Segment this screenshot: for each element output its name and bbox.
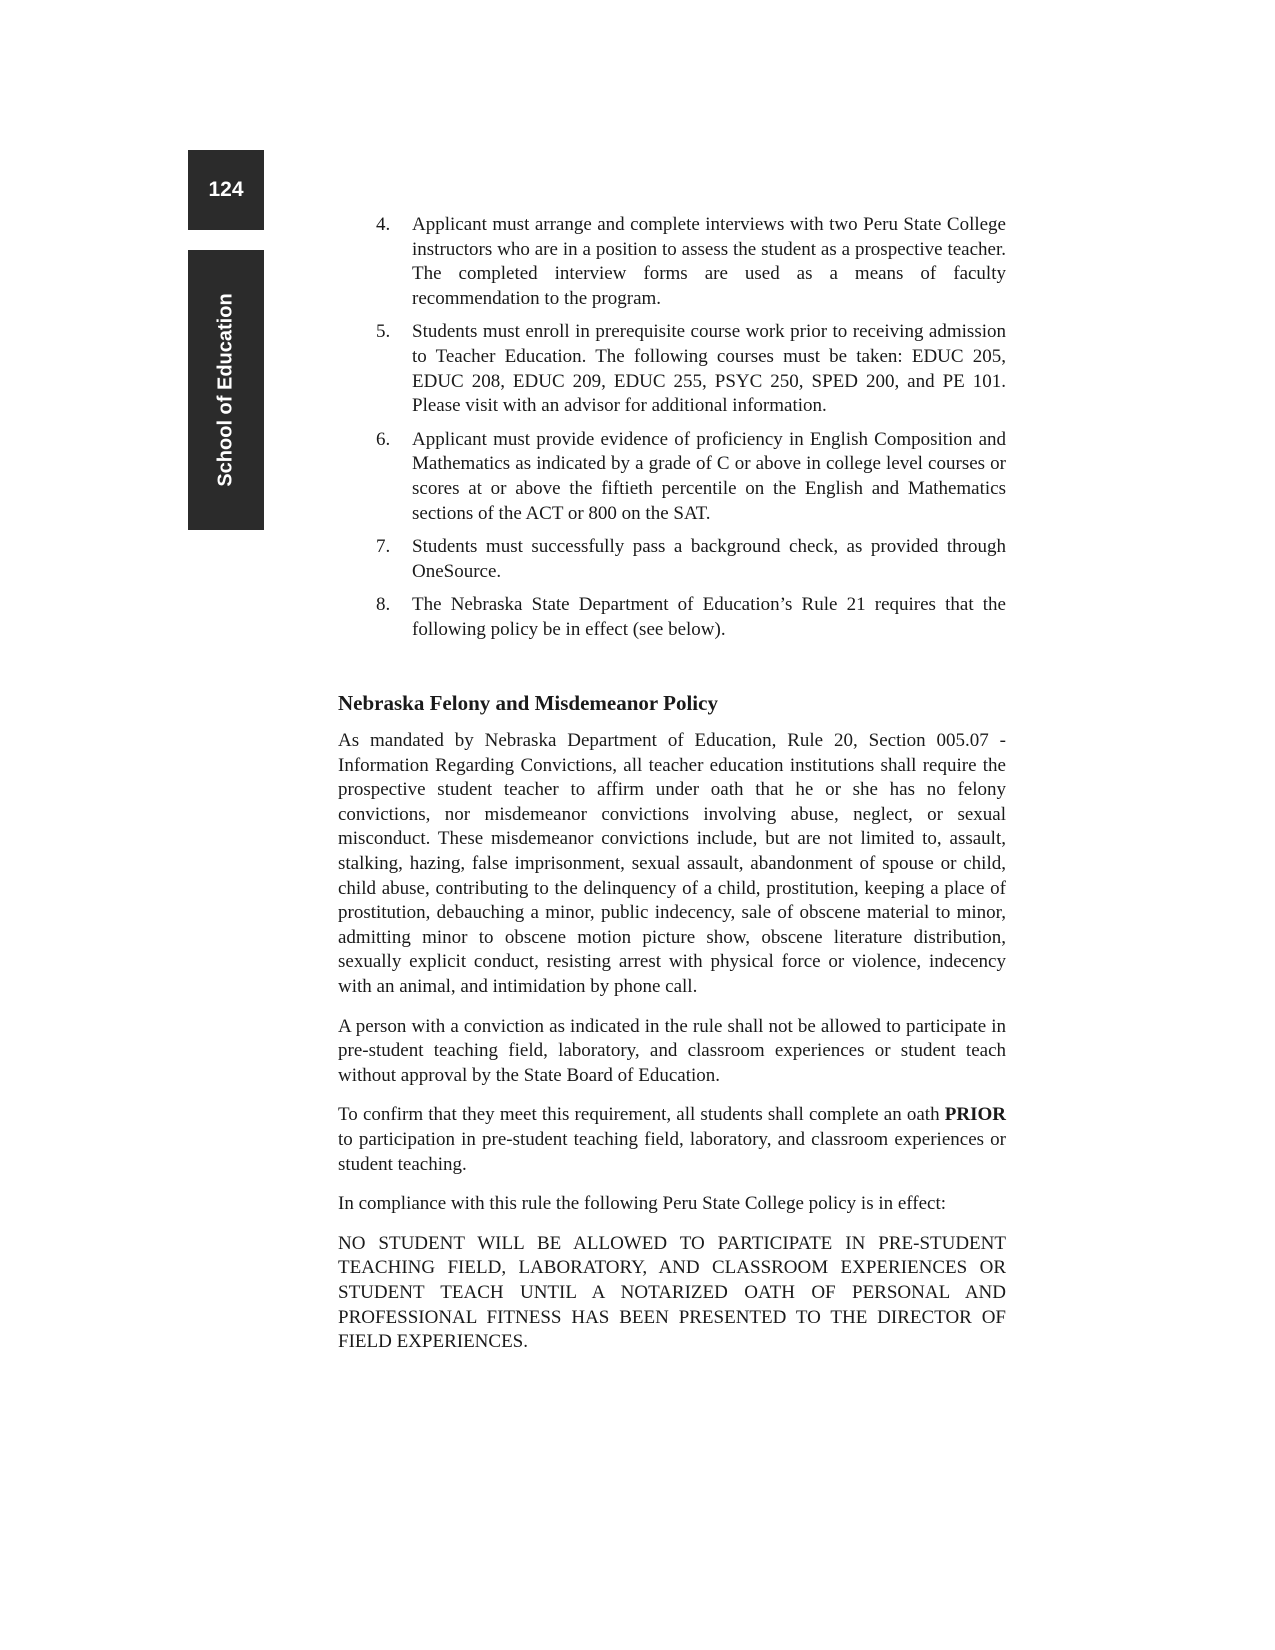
section-tab — [188, 250, 264, 530]
item-text: The Nebraska State Department of Education’s Rule 21 requires that the following policy be in effect (see below). — [412, 594, 1006, 640]
policy-paragraph-oath — [338, 1103, 1006, 1177]
policy-paragraph-conviction: A person with a conviction as indicated in the rule shall not be allowed to participate in pre-student teaching field, laboratory, and classroom experiences or student teach without approval by the State Board of Education. — [338, 1015, 1006, 1086]
list-item — [376, 428, 1006, 526]
oath-text-before: To confirm that they meet this requirement, all students shall complete an oath — [338, 1104, 945, 1126]
policy-paragraph-compliance: In compliance with this rule the following Peru State College policy is in effect: — [338, 1193, 947, 1215]
page-number: 124 — [208, 178, 244, 201]
section-name: School of Education — [214, 293, 237, 487]
list-item — [376, 593, 1006, 642]
item-text: Applicant must provide evidence of proficiency in English Composition and Mathematics as indicated by a grade of C or above in college level courses or scores at or above the fiftieth percentile on the English and Mathematics sections of the ACT or 800 on the SAT. — [412, 428, 1006, 524]
requirements-list — [338, 213, 1006, 643]
oath-prior-emphasis: PRIOR — [944, 1104, 1006, 1126]
item-number: 8. — [376, 594, 391, 616]
item-number: 4. — [376, 214, 391, 235]
item-number: 5. — [376, 321, 391, 343]
page-number-tab — [188, 150, 264, 230]
policy-paragraph-notice: NO STUDENT WILL BE ALLOWED TO PARTICIPATE IN PRE-STUDENT TEACHING FIELD, LABORATORY, AND CLASSROOM EXPERIENCES OR STUDENT TEACH UNTIL A NOTARIZED OATH OF PERSONAL AND PROFESSIONAL FITNESS HAS BEEN PRESENTED TO THE DIRECTOR OF FIELD EXPERIENCES. — [338, 1232, 1006, 1353]
page-content — [338, 213, 1006, 1370]
list-item — [376, 535, 1006, 584]
item-text: Students must enroll in prerequisite course work prior to receiving admission to Teacher Education. The following courses must be taken: EDUC 205, EDUC 208, EDUC 209, EDUC 255, PSYC 250, SPED 200, and PE 101. Please visit with an advisor for additional information. — [412, 321, 1006, 417]
item-number: 7. — [376, 536, 391, 558]
policy-heading: Nebraska Felony and Misdemeanor Policy — [338, 690, 718, 715]
item-number: 6. — [376, 428, 391, 450]
item-text: Applicant must arrange and complete interviews with two Peru State College instructors who are in a position to assess the student as a prospective teacher. The completed interview forms are used as a means of faculty recommendation to the program. — [412, 214, 1006, 309]
list-item — [376, 320, 1006, 418]
item-text: Students must successfully pass a background check, as provided through OneSource. — [412, 536, 1006, 582]
policy-paragraph-mandate: As mandated by Nebraska Department of Education, Rule 20, Section 005.07 - Information Regarding Convictions, all teacher education institutions shall require the prospective student teacher to affirm under oath that he or she has no felony convictions, nor misdemeanor convictions involving abuse, neglect, or sexual misconduct. These misdemeanor convictions include, but are not limited to, assault, stalking, hazing, false imprisonment, sexual assault, abandonment of spouse or child, child abuse, contributing to the delinquency of a child, prostitution, keeping a place of prostitution, debauching a minor, public indecency, sale of obscene material to minor, admitting minor to obscene motion picture show, obscene literature distribution, sexually explicit conduct, resisting arrest with physical force or violence, indecency with an animal, and intimidation by phone call. — [338, 730, 1006, 998]
list-item — [376, 213, 1006, 311]
oath-text-after: to participation in pre-student teaching field, laboratory, and classroom experiences or student teaching. — [338, 1129, 1006, 1175]
